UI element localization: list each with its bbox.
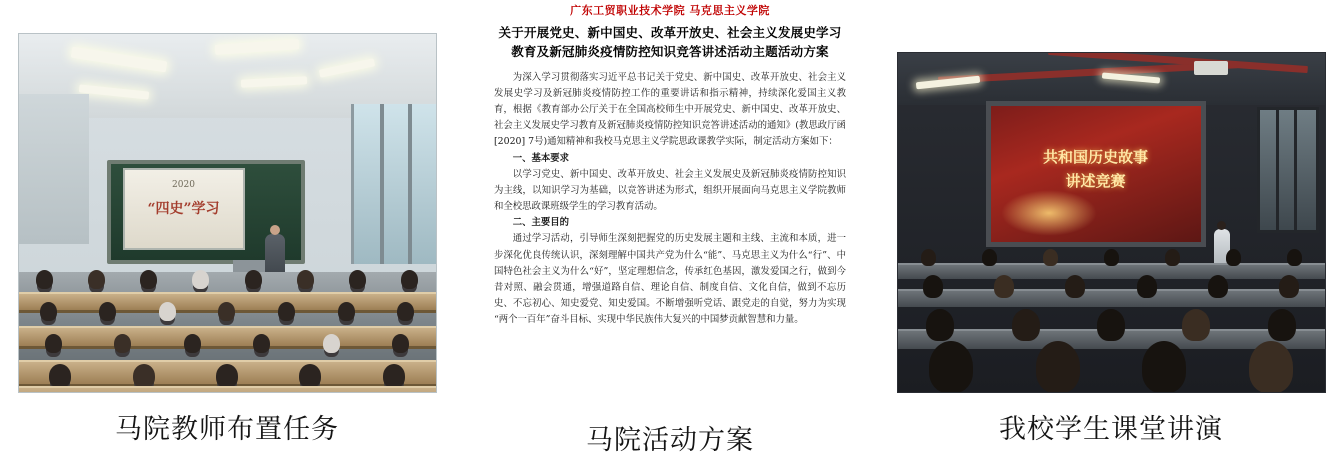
document-title-line-1: 关于开展党史、新中国史、改革开放史、社会主义发展史学习 xyxy=(498,25,842,40)
caption-2: 马院活动方案 xyxy=(586,425,754,456)
student-row xyxy=(19,302,436,321)
student-row xyxy=(19,364,436,388)
document-activity-plan xyxy=(484,0,856,404)
left-wall xyxy=(19,94,89,244)
gallery-item-3 xyxy=(886,0,1336,446)
audience-row xyxy=(898,249,1325,266)
document-paragraph-heading: 一、基本要求 xyxy=(512,152,570,164)
gallery-item-2 xyxy=(470,0,870,457)
audience-row-front xyxy=(898,341,1325,393)
screen-title-line-1: 共和国历史故事 xyxy=(1042,148,1148,166)
screen-title-text: “四史”学习 xyxy=(147,201,220,217)
document-paragraph: 以学习党史、新中国史、改革开放史、社会主义发展史及新冠肺炎疫情防控知识为主线，以知识学习为基础，以竞答讲述为形式，组织开展面向马克思主义学院教师和全校思政课班级学生的学习教育活动。 xyxy=(494,168,846,213)
student-row xyxy=(19,270,436,289)
projection-screen xyxy=(986,101,1206,247)
photo-classroom-teacher xyxy=(18,33,437,393)
gallery-item-1 xyxy=(12,0,442,446)
document-paragraph: 通过学习活动，引导师生深刻把握党的历史发展主题和主线、主流和本质，进一步深化优良传统认识，深刻理解中国共产党为什么“能”、马克思主义为什么“行”、中国特色社会主义为什么“好”，坚定理想信念，传承红色基因，激发爱国之行，做到今昔对照、融会贯通，增强道路自信、理论自信、制度自信、文化自信，做到不忘历史、不忘初心、知史爱党、知史爱国。不断增强听党话、跟党走的自觉，努力为实现“两个一百年”奋斗目标、实现中华民族伟大复兴的中国梦贡献智慧和力量。 xyxy=(494,233,846,326)
screen-year-text: 2020 xyxy=(172,180,195,190)
student-row xyxy=(19,334,436,353)
projector xyxy=(1194,61,1228,75)
audience-row xyxy=(898,309,1325,341)
right-window xyxy=(351,104,436,264)
photo-student-lecture xyxy=(897,52,1326,393)
caption-1: 马院教师布置任务 xyxy=(115,414,339,445)
desk-row xyxy=(18,386,437,393)
document-title xyxy=(490,23,850,62)
audience-row xyxy=(898,275,1325,298)
document-org-line: 广东工贸职业技术学院 马克思主义学院 xyxy=(570,4,770,17)
screen-title-line-2: 讲述竞赛 xyxy=(1065,172,1126,190)
caption-3: 我校学生课堂讲演 xyxy=(999,414,1223,445)
document-paragraph-heading: 二、主要目的 xyxy=(512,217,570,229)
side-window xyxy=(1257,107,1319,233)
projection-screen xyxy=(123,168,245,250)
document-title-line-2: 教育及新冠肺炎疫情防控知识竞答讲述活动主题活动方案 xyxy=(511,44,829,60)
screen-glow xyxy=(1001,190,1097,236)
document-paragraph: 为深入学习贯彻落实习近平总书记关于党史、新中国史、改革开放史、社会主义发展史学习及新冠肺炎疫情防控工作的重要讲话和指示精神，持续深化爱国主义教育，根据《教育部办公厅关于在全国高校师生中开展党史、新中国史、改革开放史、社会主义发展史学习教育及新冠肺炎疫情防控知识竞答讲述活动的通知》(教思政厅函[2020] 7号)通知精神和我校马克思主义学院思政课教学实际，制定活动方案如下： xyxy=(494,71,846,148)
document-body xyxy=(490,70,850,329)
